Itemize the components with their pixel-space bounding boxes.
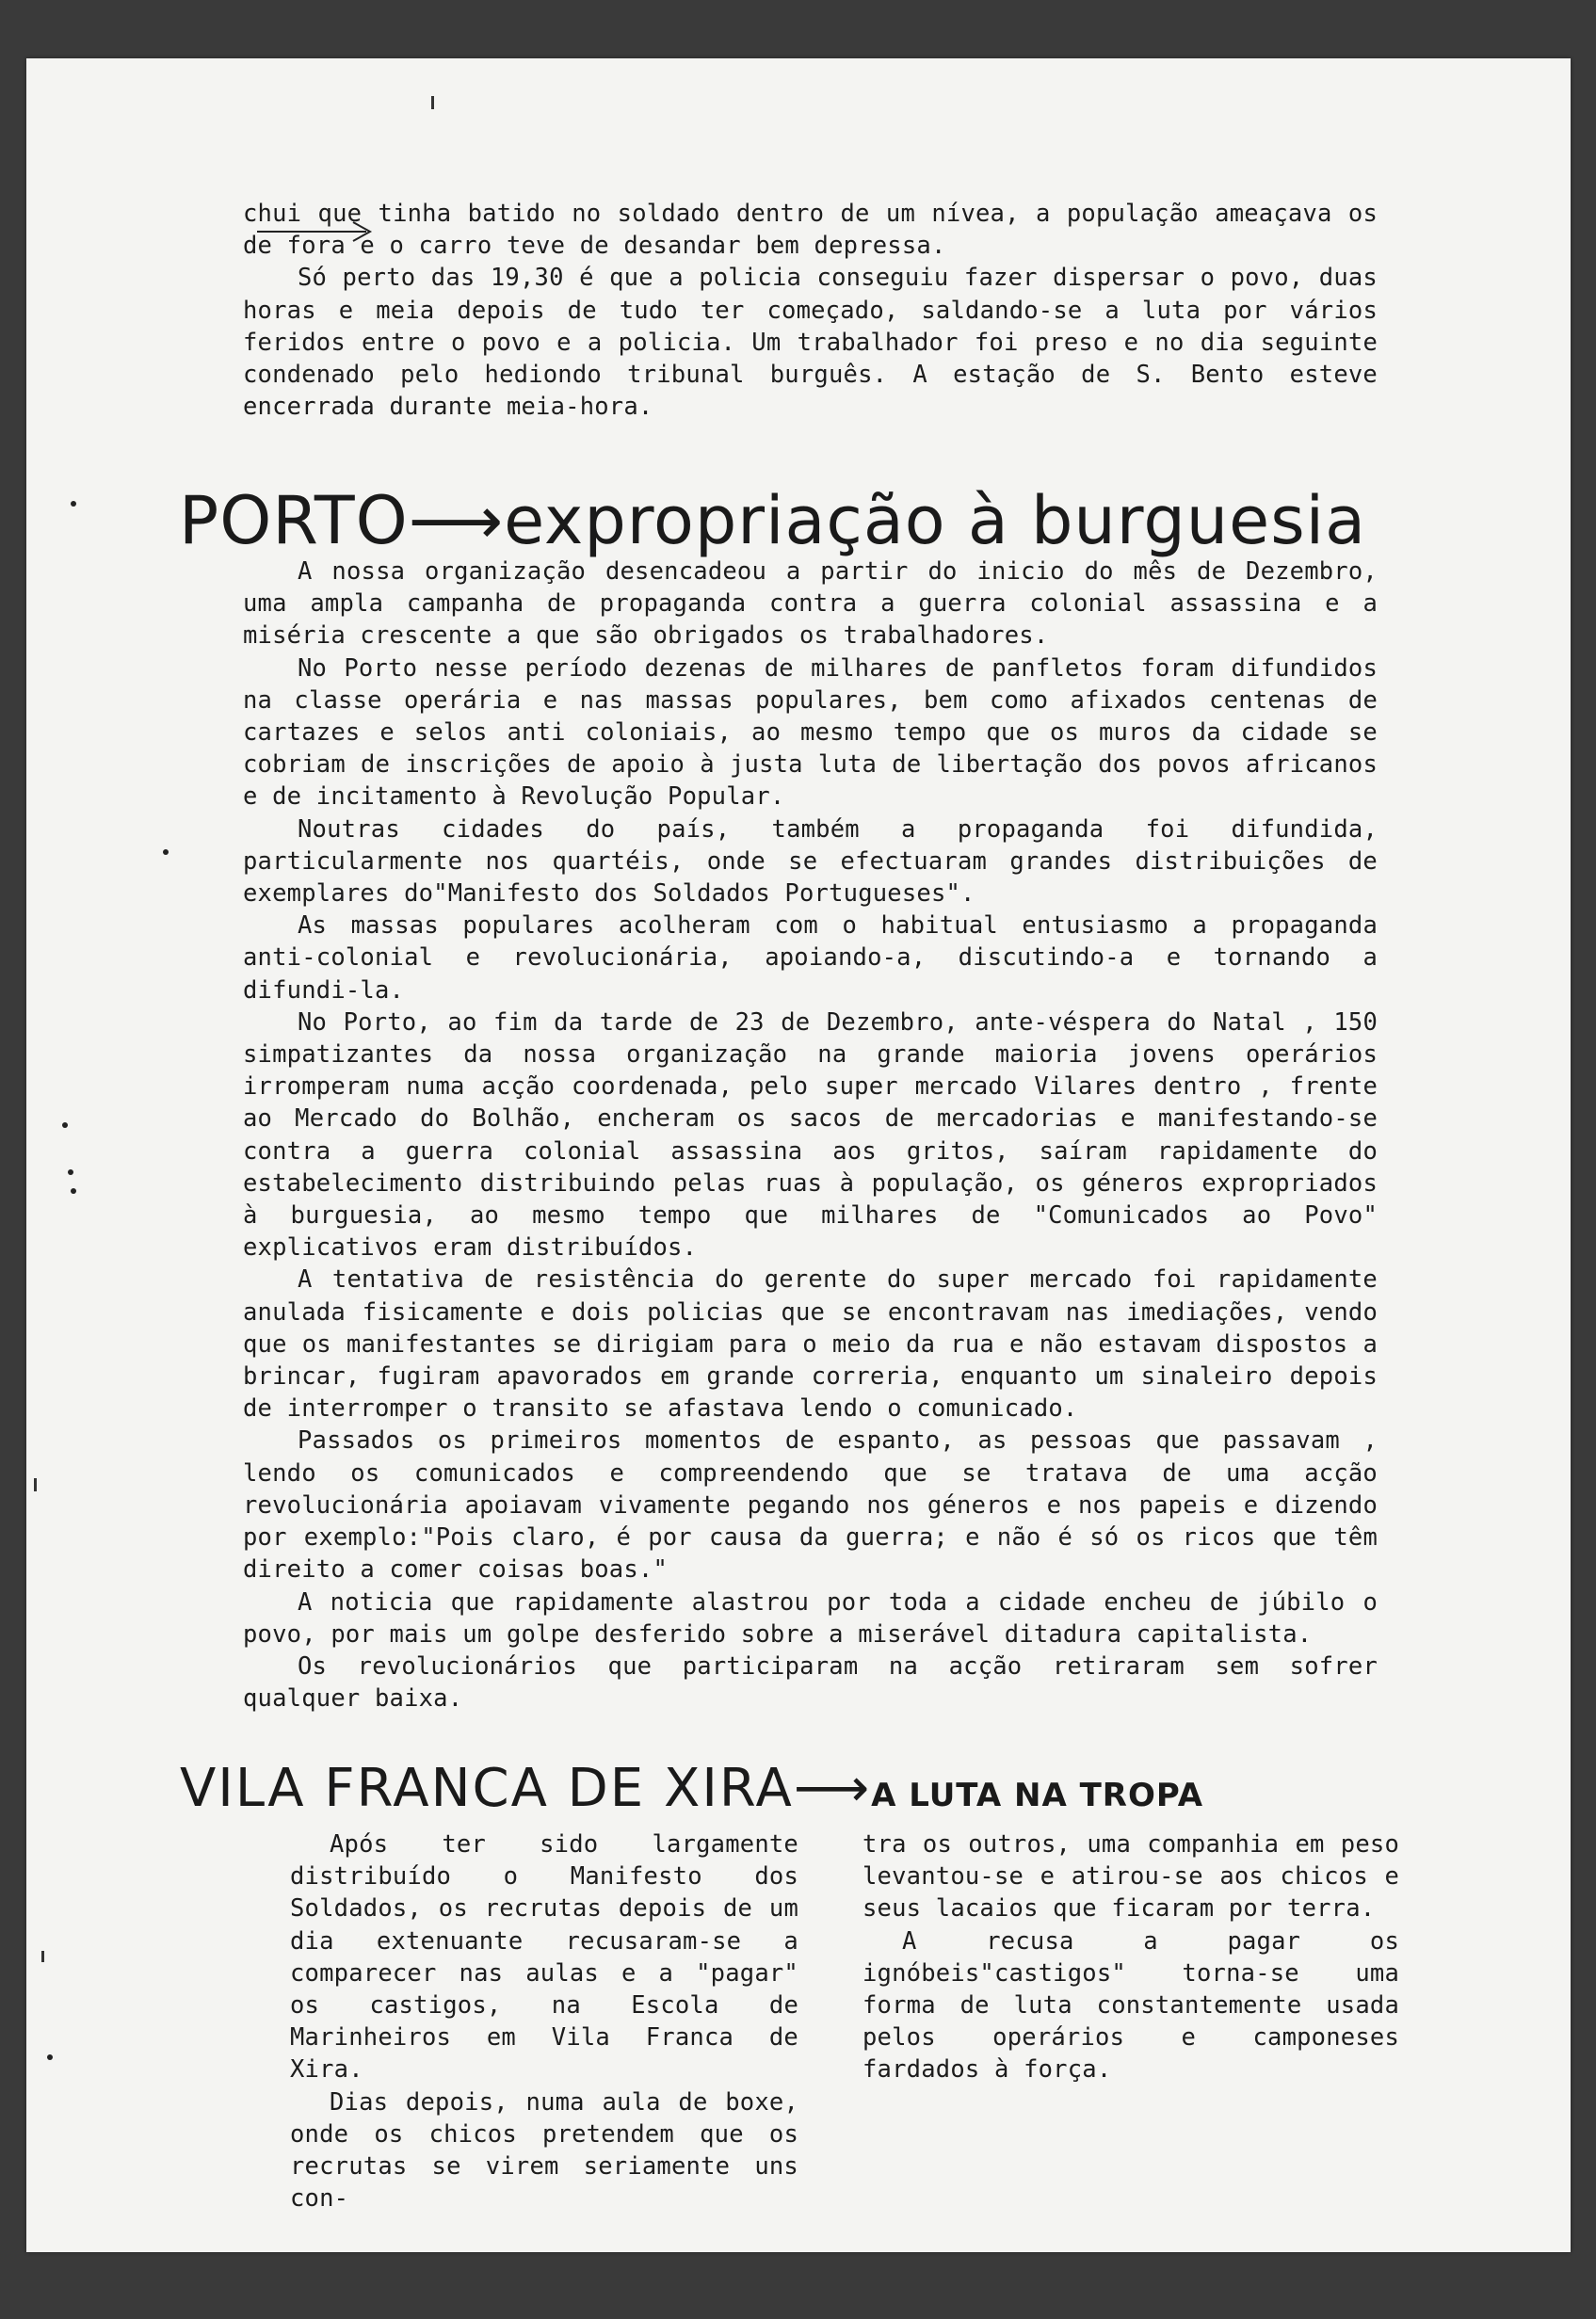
vila-franca-paragraph: Dias depois, numa aula de boxe, onde os chicos pretendem que os recrutas se virem seriamente uns con- [290, 2087, 798, 2214]
scan-speck [62, 1122, 68, 1128]
porto-paragraph: Os revolucionários que participaram na acção retiraram sem sofrer qualquer baixa. [243, 1651, 1378, 1714]
vila-franca-paragraph: Após ter sido largamente distribuído o Manifesto dos Soldados, os recrutas depois de um dia extenuante recusaram-se a comparecer nas aulas e a "pagar" os castigos, na Escola de Marinheiros em Vila Franca de Xira. [290, 1830, 798, 2085]
porto-paragraph: Noutras cidades do país, também a propaganda foi difundida, particularmente nos quartéis, onde se efectuaram grandes distribuições de exemplares do"Manifesto dos Soldados Portugueses". [243, 814, 1378, 909]
porto-headline: PORTO⟶expropriação à burguesia [179, 482, 1367, 559]
porto-paragraph: As massas populares acolheram com o habitual entusiasmo a propaganda anti-colonial e revolucionária, apoiando-a, discutindo-a e tornando a difundi-la. [243, 911, 1378, 1005]
vila-franca-headline [180, 1758, 1204, 1824]
vila-franca-right-column [862, 1828, 1399, 2086]
porto-paragraph: No Porto nesse período dezenas de milhares de panfletos foram difundidos na classe operária e nas massas populares, bem como afixados centenas de cartazes e selos anti coloniais, ao mesmo tempo que os muros da cidade se cobriam de inscrições de apoio à justa luta de libertação dos povos africanos e de incitamento à Revolução Popular. [243, 653, 1378, 812]
scan-speck [163, 849, 169, 855]
intro-paragraph: Só perto das 19,30 é que a policia conseguiu fazer dispersar o povo, duas horas e meia depois de tudo ter começado, saldando-se a luta por vários feridos entre o povo e a policia. Um trabalhador foi preso e no dia seguinte condenado pelo hediondo tribunal burguês. A estação de S. Bento esteve encerrada durante meia-hora. [243, 264, 1378, 422]
porto-paragraph: A noticia que rapidamente alastrou por toda a cidade encheu de júbilo o povo, por mais um golpe desferido sobre a miserável ditadura capitalista. [243, 1587, 1378, 1649]
scan-speck [47, 2054, 53, 2060]
document-page [26, 58, 1571, 2252]
scan-speck [34, 1478, 37, 1491]
headline-arrow: ⟶ [793, 1758, 872, 1819]
vila-franca-paragraph: A recusa a pagar os ignóbeis"castigos" torna-se uma forma de luta constantemente usada pelos operários e camponeses fardados à força. [862, 1926, 1399, 2085]
vila-franca-paragraph: tra os outros, uma companhia em peso levantou-se e atirou-se aos chicos e seus lacaios que ficaram por terra. [862, 1830, 1399, 1924]
scan-speck [68, 1169, 73, 1175]
vila-franca-headline-sub: A LUTA NA TROPA [871, 1777, 1204, 1814]
porto-paragraph: A tentativa de resistência do gerente do super mercado foi rapidamente anulada fisicamente e dois policias que se encontravam nas imediações, vendo que os manifestantes se dirigiam para o meio da rua e não estavam dispostos a brincar, fugiram apavorados em grande correria, enquanto um sinaleiro depois de interromper o transito se afastava lendo o comunicado. [243, 1265, 1378, 1424]
intro-continuation [243, 198, 1378, 423]
porto-paragraph: No Porto, ao fim da tarde de 23 de Dezembro, ante-véspera do Natal , 150 simpatizantes da nossa organização na grande maioria jovens operários irromperam numa acção coordenada, pelo super mercado Vilares dentro , frente ao Mercado do Bolhão, encheram os sacos de mercadorias e manifestando-se contra a guerra colonial assassina aos gritos, saíram rapidamente do estabelecimento distribuindo pelas ruas à população, os géneros expropriados à burguesia, ao mesmo tempo que milhares de "Comunicados ao Povo" explicativos eram distribuídos. [243, 1007, 1378, 1263]
vila-franca-headline-main: VILA FRANCA DE XIRA [180, 1758, 794, 1819]
scan-speck [71, 1188, 76, 1194]
porto-article-body [243, 556, 1378, 1715]
scan-speck [431, 96, 434, 109]
scan-speck [41, 1951, 44, 1962]
porto-paragraph: A nossa organização desencadeou a partir do inicio do mês de Dezembro, uma ampla campanha de propaganda contra a guerra colonial assassina e a miséria crescente a que são obrigados os trabalhadores. [243, 557, 1378, 651]
porto-paragraph: Passados os primeiros momentos de espanto, as pessoas que passavam , lendo os comunicados e compreendendo que se tratava de uma acção revolucionária apoiavam vivamente pegando nos géneros e nos papeis e dizendo por exemplo:"Pois claro, é por causa da guerra; e não é só os ricos que têm direito a comer coisas boas." [243, 1426, 1378, 1585]
intro-paragraph: chui que tinha batido no soldado dentro de um nívea, a população ameaçava os de fora e o carro teve de desandar bem depressa. [243, 200, 1378, 261]
scan-speck [71, 501, 76, 507]
vila-franca-left-column [290, 1828, 798, 2214]
